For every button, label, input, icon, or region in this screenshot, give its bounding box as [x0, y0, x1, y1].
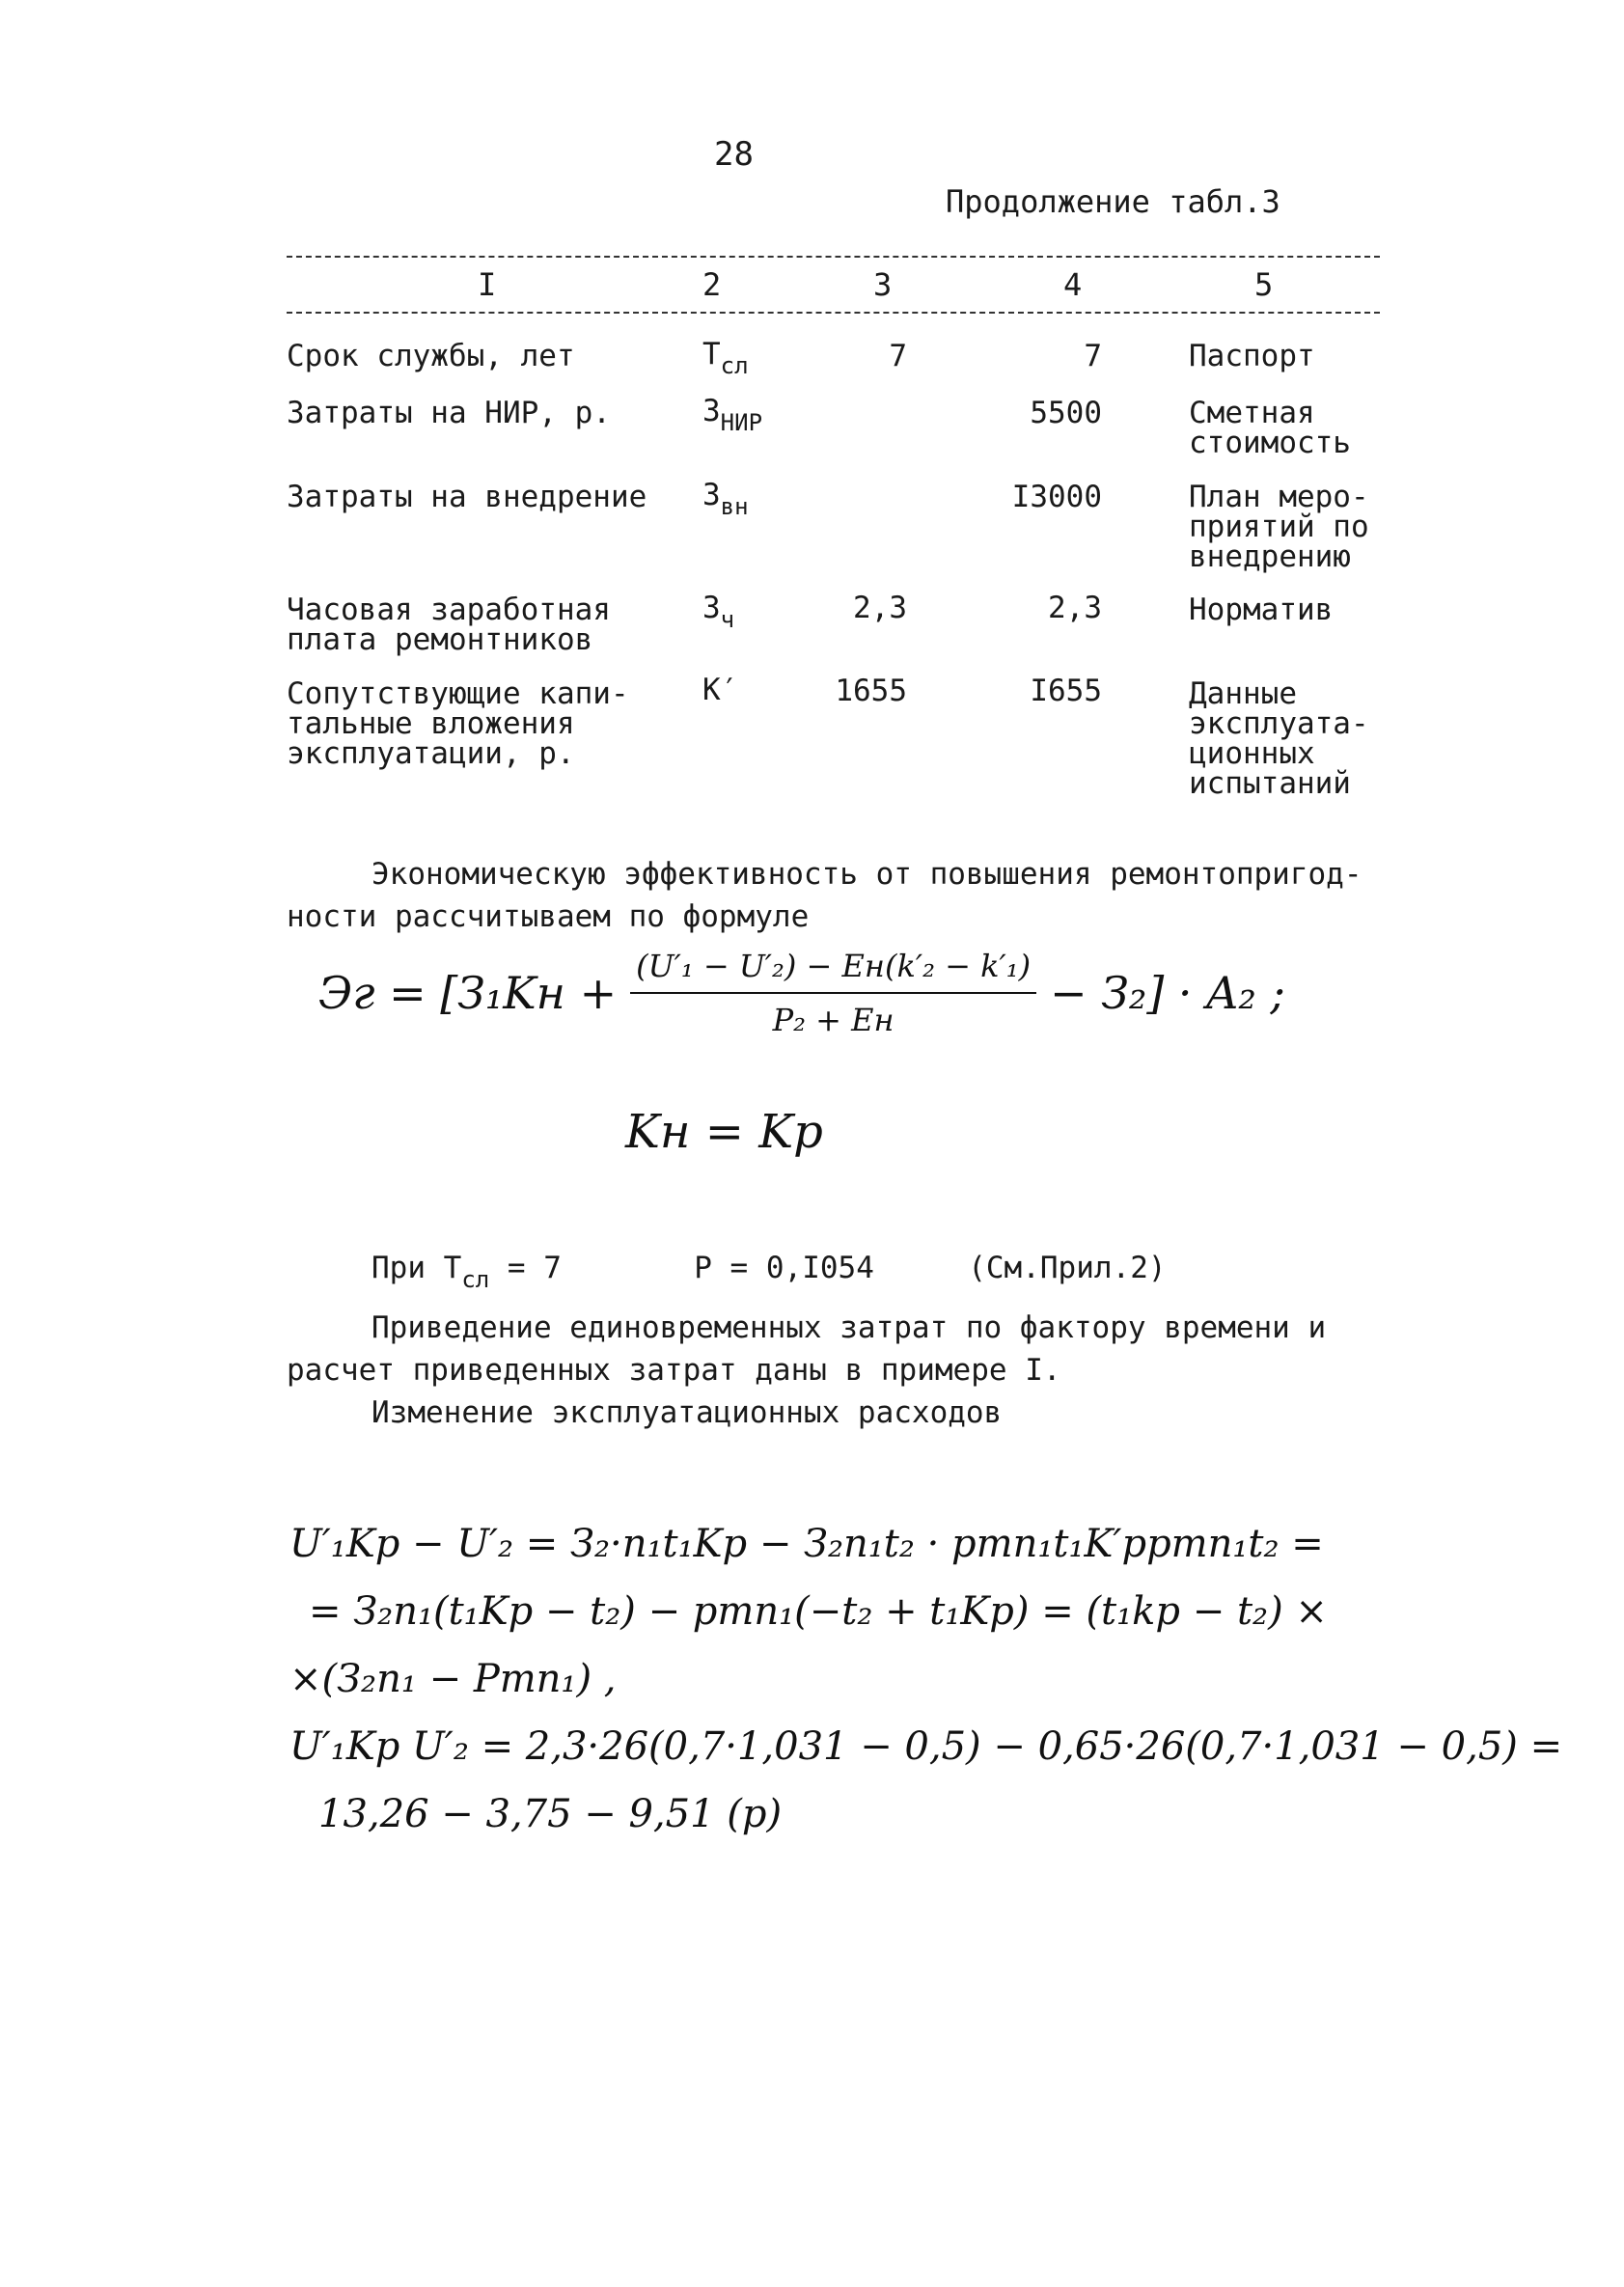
table-row-5-source: Данные эксплуата- ционных испытаний	[1189, 676, 1369, 801]
table-row-1-symbol: $Т_{сл}$	[702, 337, 749, 379]
formula-effect-fraction	[630, 944, 1036, 1042]
table-row-1-source: Паспорт	[1189, 339, 1315, 373]
table-row-4-label: Часовая заработная плата ремонтников	[287, 592, 611, 657]
derivation-line: = З₂n₁(t₁Kр − t₂) − pтn₁(−t₂ + t₁Kр) = (t₁kр − t₂) ×	[309, 1589, 1328, 1634]
table-row-1-col4: 7	[1084, 339, 1102, 373]
table-header-col2: 2	[702, 266, 722, 303]
table-row-5-label: Сопутствующие капи- тальные вложения эксплуатации, р.	[287, 676, 629, 771]
derivation-line: 13,26 − 3,75 − 9,51 (р)	[318, 1792, 783, 1836]
table-row-5-col3: 1655	[835, 674, 907, 708]
table-row-2-label: Затраты на НИР, р.	[287, 396, 611, 430]
table-header-col5: 5	[1254, 266, 1274, 303]
table-row-2-source: Сметная стоимость	[1189, 396, 1351, 460]
table-header-rule	[287, 312, 1380, 314]
intro-paragraph: Экономическую эффективность от повышения ремонтопригод- ности рассчитываем по формуле	[287, 857, 1363, 934]
formula-effect-numerator: (U′₁ − U′₂) − Eн(k′₂ − k′₁)	[630, 944, 1036, 994]
table-row-4-col3: 2,3	[853, 591, 907, 625]
table-row-2-symbol: $З_{НИР}$	[702, 394, 763, 436]
table-row-5-col4: I655	[1030, 674, 1102, 708]
formula-effect-lhs: Эг = [З₁Kн +	[318, 967, 618, 1019]
derivation-line: U′₁Kр − U′₂ = З₂·n₁t₁Kр − З₂n₁t₂ · pтn₁t₁K′рpтn₁t₂ =	[289, 1522, 1324, 1566]
formula-effect-rhs: − З₂] · A₂ ;	[1050, 967, 1285, 1019]
table-row-4-source: Норматив	[1189, 592, 1334, 627]
table-row-3-symbol: $З_{вн}$	[702, 478, 749, 520]
table-row-4-col4: 2,3	[1048, 591, 1102, 625]
page-number: 28	[714, 135, 754, 174]
table-continuation-label: Продолжение табл.3	[946, 183, 1280, 220]
table-header-col3: 3	[873, 266, 893, 303]
table-header-col4: 4	[1063, 266, 1083, 303]
derivation-line: U′₁Kр U′₂ = 2,3·26(0,7·1,031 − 0,5) − 0,65·26(0,7·1,031 − 0,5) =	[289, 1724, 1563, 1769]
condition-line: При $Т_{сл} = 7$ Р = 0,I054 (См.Прил.2)	[372, 1251, 1167, 1293]
formula-k: Kн = Kр	[625, 1105, 823, 1159]
formula-effect	[318, 944, 1285, 1042]
table-row-1-col3: 7	[889, 339, 907, 373]
table-top-rule	[287, 256, 1380, 258]
table-row-3-label: Затраты на внедрение	[287, 480, 647, 514]
table-row-4-symbol: $З_ч$	[702, 591, 735, 633]
table-row-2-col4: 5500	[1030, 396, 1102, 430]
table-header-col1: I	[478, 266, 497, 303]
formula-effect-denominator: P₂ + Eн	[772, 1002, 895, 1038]
table-row-3-source: План меро- приятий по внедрению	[1189, 480, 1369, 574]
table-row-1-label: Срок службы, лет	[287, 339, 575, 373]
operating-costs-heading: Изменение эксплуатационных расходов	[372, 1395, 1003, 1430]
handwritten-derivation	[289, 1510, 1562, 1848]
table-row-3-col4: I3000	[1011, 480, 1102, 514]
derivation-line: ×(З₂n₁ − Pтn₁) ,	[289, 1657, 617, 1701]
table-row-5-symbol: К′	[702, 673, 739, 707]
reduction-paragraph: Приведение единовременных затрат по фактору времени и расчет приведенных затрат даны в примере I.	[287, 1310, 1327, 1388]
